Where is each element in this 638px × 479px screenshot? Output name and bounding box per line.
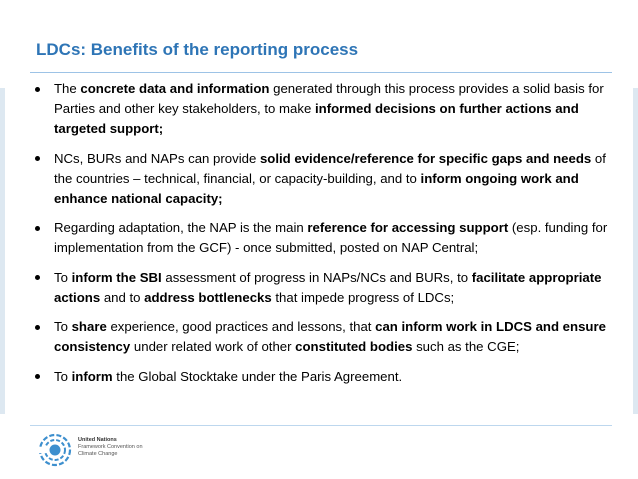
bullet-text: the Global Stocktake under the Paris Agreement. (112, 368, 403, 384)
bullet-text: To (54, 368, 72, 384)
org-line: Climate Change (78, 451, 118, 457)
bullet-dot-icon (35, 226, 40, 231)
bullet-emphasis: inform the SBI (71, 269, 162, 285)
bullet-text: To (54, 319, 72, 334)
bullet-emphasis: inform ongoing work and enhance national capacity; (54, 170, 579, 206)
title-divider (30, 72, 612, 73)
bullet-text: under related work of other (130, 339, 296, 354)
bullet-text: that impede progress of LDCs; (271, 289, 455, 305)
bullet-item (28, 367, 624, 387)
bullet-text: Regarding adaptation, the NAP is the main (54, 220, 308, 235)
bullet-emphasis: facilitate appropriate actions (54, 269, 602, 305)
bullet-dot-icon (35, 156, 40, 161)
bullet-item (28, 317, 624, 357)
bullet-emphasis: reference for accessing support (307, 220, 509, 235)
bullet-text: NCs, BURs and NAPs can provide (54, 150, 260, 166)
bullet-dot-icon (35, 374, 40, 379)
bullet-text: experience, good practices and lessons, that (106, 319, 376, 334)
bullet-text: To (54, 269, 72, 285)
footer-divider (30, 425, 612, 426)
bullet-emphasis: address bottlenecks (144, 289, 272, 305)
unfccc-logo-icon (38, 433, 72, 467)
bullet-text: assessment of progress in NAPs/NCs and BURs, to (161, 269, 472, 285)
bullet-text: and to (100, 289, 145, 305)
bullet-emphasis: inform (71, 368, 113, 384)
bullet-emphasis: informed decisions on further actions and targeted support; (54, 101, 579, 136)
bullet-emphasis: solid evidence/reference for specific gaps and needs (259, 150, 592, 166)
left-edge-band (0, 88, 5, 414)
bullet-text: (esp. funding for implementation from the GCF) - once submitted, posted on NAP Central; (54, 220, 608, 255)
bullet-dot-icon (35, 325, 40, 330)
bullet-text: generated through this process provides a solid basis for Parties and other key stakeholders, to make (54, 81, 604, 116)
right-edge-band (633, 88, 638, 414)
bullet-list (28, 79, 624, 396)
org-line: Framework Convention on (78, 444, 143, 450)
bullet-dot-icon (35, 275, 40, 280)
slide-title: LDCs: Benefits of the reporting process (36, 40, 359, 59)
bullet-emphasis: constituted bodies (295, 339, 413, 354)
bullet-emphasis: concrete data and information (80, 81, 270, 96)
bullet-text: The (54, 81, 81, 96)
bullet-emphasis: share (71, 319, 107, 334)
bullet-emphasis: can inform work in LDCS and ensure consistency (54, 319, 606, 354)
bullet-item (28, 218, 624, 258)
bullet-item (28, 149, 624, 209)
org-name-block (78, 437, 143, 458)
bullet-text: such as the CGE; (412, 339, 520, 354)
bullet-text: of the countries – technical, financial, or capacity-building, and to (54, 150, 606, 186)
org-line: United Nations (78, 437, 117, 443)
bullet-item (28, 268, 624, 308)
bullet-item (28, 79, 624, 139)
bullet-dot-icon (35, 87, 40, 92)
